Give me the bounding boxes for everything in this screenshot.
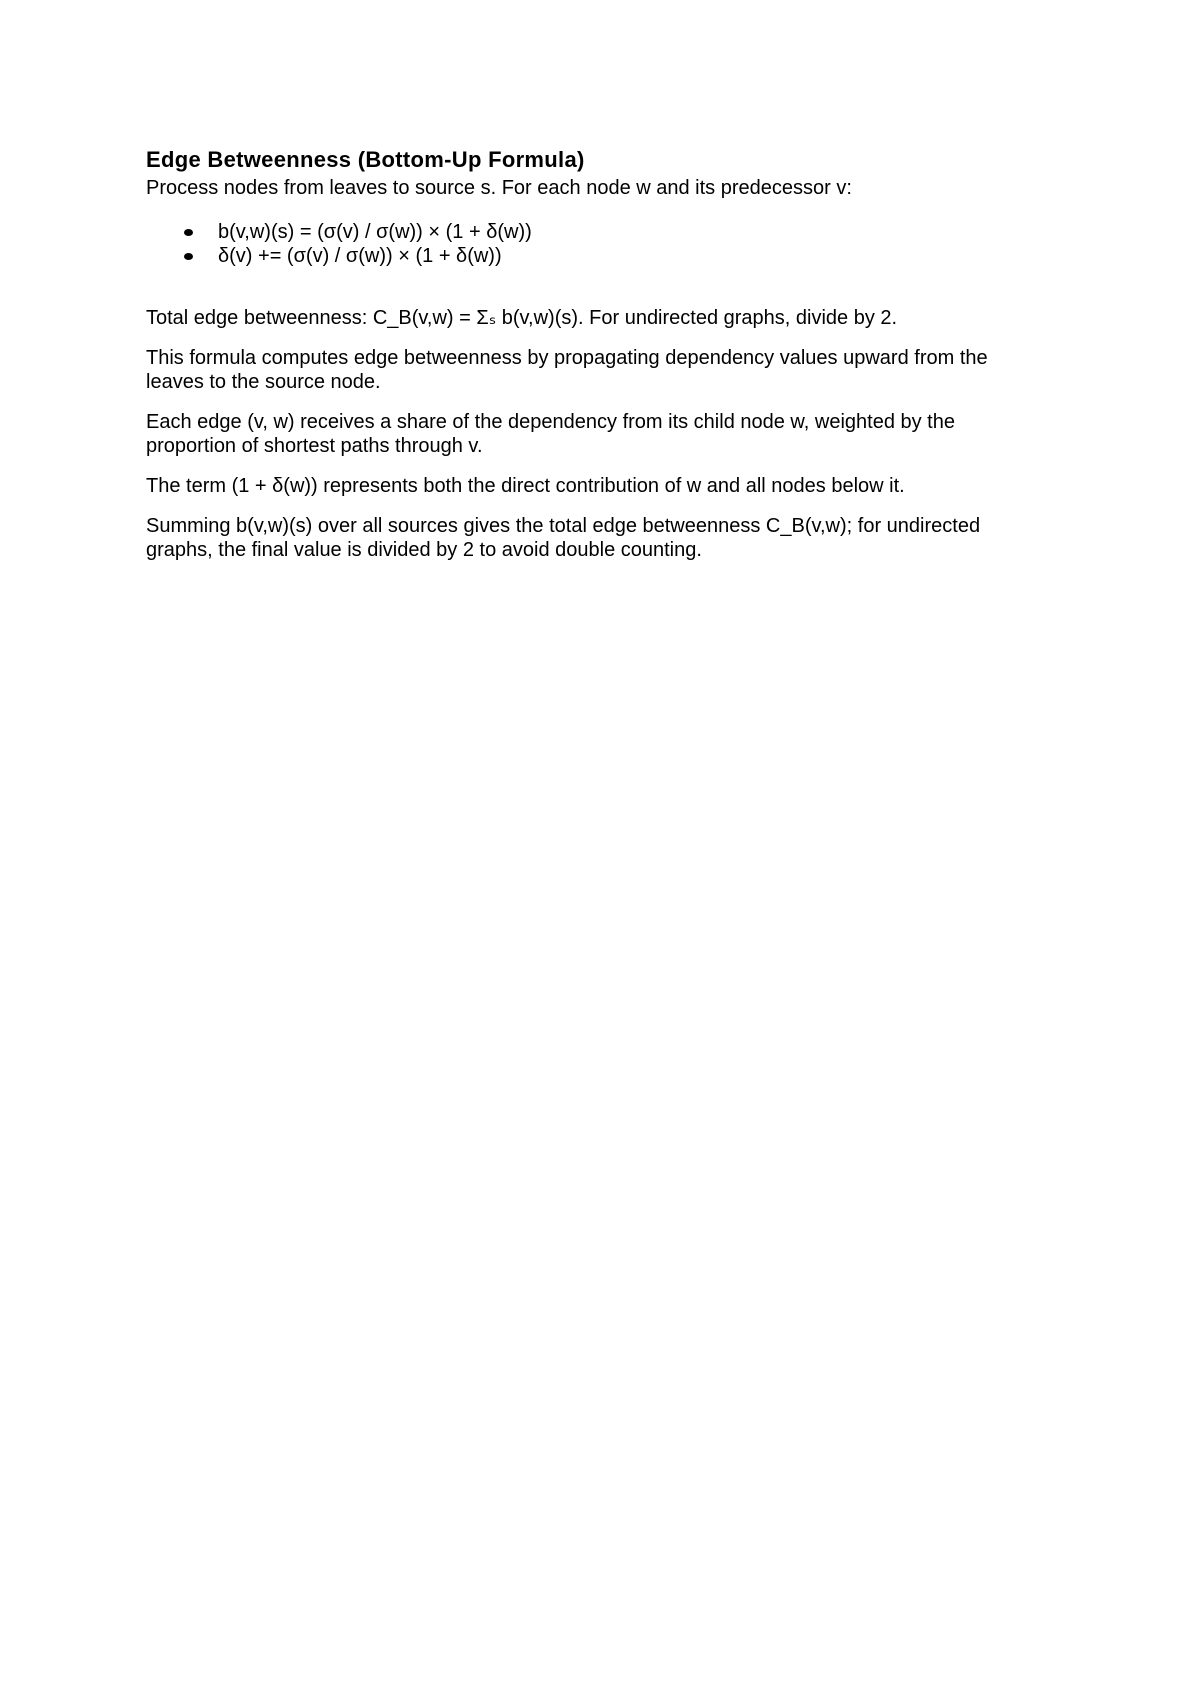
bullet-icon — [184, 253, 193, 260]
body-paragraph: Summing b(v,w)(s) over all sources gives the total edge betweenness C_B(v,w); for undirected graphs, the final value is divided by 2 to avoid double counting. — [146, 515, 981, 561]
body-paragraph: The term (1 + δ(w)) represents both the direct contribution of w and all nodes below it. — [146, 475, 905, 497]
body-paragraph: This formula computes edge betweenness by propagating dependency values upward from the leaves to the source node. — [146, 347, 988, 393]
intro-paragraph: Process nodes from leaves to source s. For each node w and its predecessor v: — [146, 177, 852, 199]
document-title: Edge Betweenness (Bottom-Up Formula) — [146, 147, 585, 172]
total-paragraph: Total edge betweenness: C_B(v,w) = Σₛ b(v,w)(s). For undirected graphs, divide by 2. — [146, 307, 898, 329]
document-body — [146, 146, 1046, 562]
formula-item — [146, 220, 1046, 244]
bullet-icon — [184, 229, 193, 236]
formula-text: δ(v) += (σ(v) / σ(w)) × (1 + δ(w)) — [218, 245, 502, 267]
formula-list — [146, 220, 1046, 268]
formula-item — [146, 244, 1046, 268]
formula-text: b(v,w)(s) = (σ(v) / σ(w)) × (1 + δ(w)) — [218, 221, 532, 243]
body-paragraph: Each edge (v, w) receives a share of the dependency from its child node w, weighted by the proportion of shortest paths through v. — [146, 411, 955, 457]
